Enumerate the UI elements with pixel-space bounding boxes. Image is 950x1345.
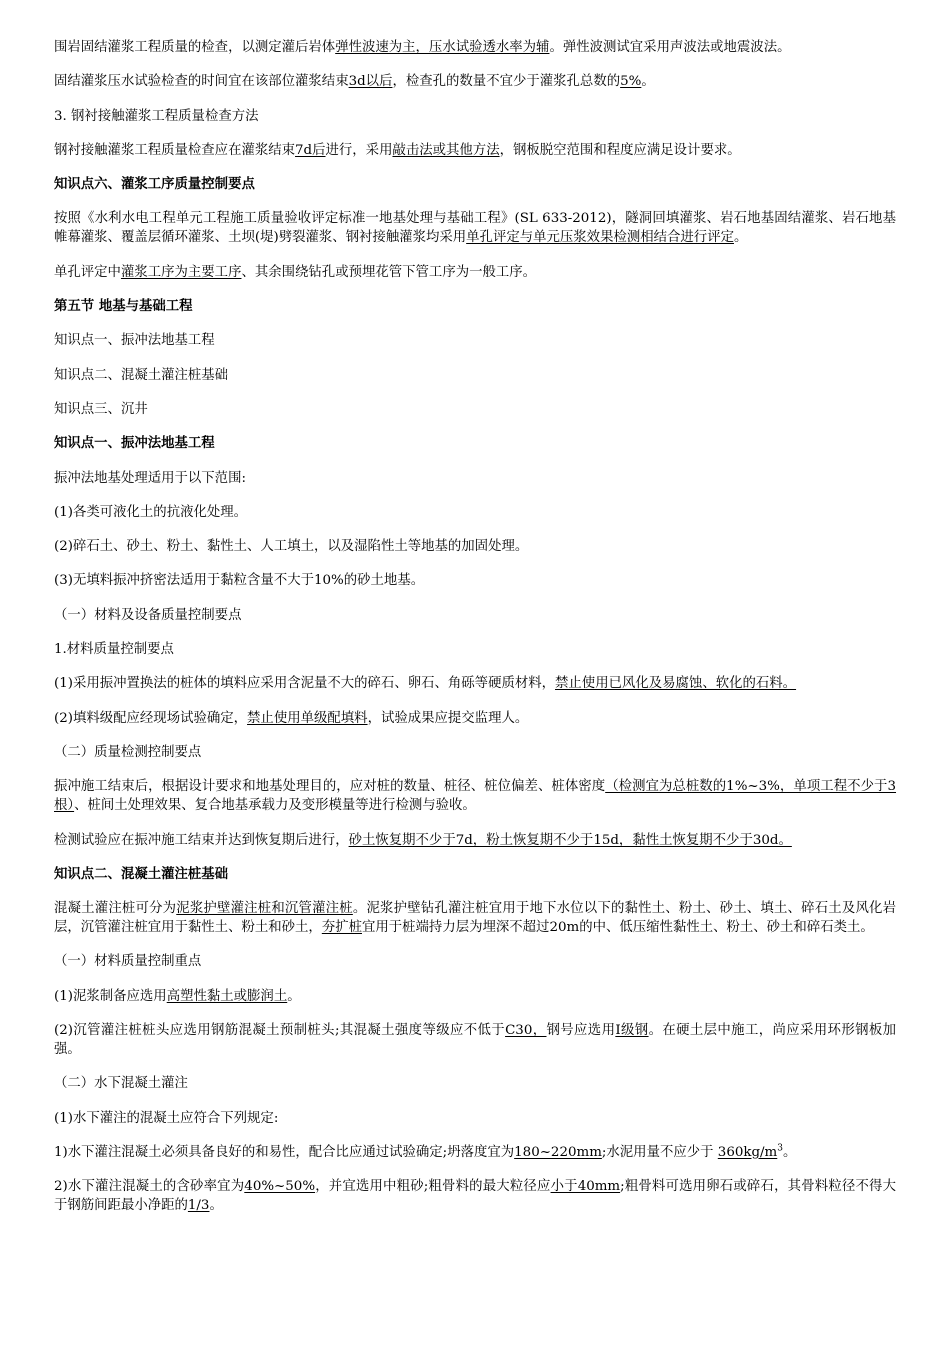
underlined-text: 7d后	[295, 142, 326, 158]
paragraph	[54, 1021, 896, 1059]
paragraph	[54, 107, 896, 126]
paragraph	[54, 141, 896, 160]
paragraph	[54, 209, 896, 247]
underlined-text: 单孔评定与单元压浆效果检测相结合进行评定	[466, 230, 734, 246]
underlined-text: 180~220mm	[514, 1144, 602, 1160]
text-run: 振冲施工结束后，根据设计要求和地基处理目的，应对桩的数量、桩径、桩位偏差、桩体密度	[54, 779, 606, 795]
text-run: 知识点三、沉井	[54, 401, 148, 417]
text-run: 宜用于桩端持力层为埋深不超过20m的中、低压缩性黏性土、粉土、砂土和碎石类土。	[361, 920, 874, 936]
paragraph	[54, 952, 896, 971]
paragraph	[54, 640, 896, 659]
text-run: 。	[209, 1198, 223, 1214]
text-run: （一）材料质量控制重点	[54, 954, 202, 970]
text-run: 、其余围绕钻孔或预埋花管下管工序为一般工序。	[241, 264, 537, 280]
underlined-text: 禁止使用已风化及易腐蚀、软化的石料。	[555, 676, 797, 692]
underlined-text: C30，	[505, 1023, 547, 1039]
paragraph	[54, 606, 896, 625]
text-run: 1.材料质量控制要点	[54, 642, 174, 658]
underlined-text: I级钢	[615, 1023, 649, 1039]
text-run: 知识点二、混凝土灌注桩基础	[54, 367, 229, 383]
paragraph	[54, 743, 896, 762]
paragraph	[54, 331, 896, 350]
paragraph	[54, 987, 896, 1006]
paragraph	[54, 38, 896, 57]
text-run: (1)水下灌注的混凝土应符合下列规定:	[54, 1110, 279, 1126]
paragraph	[54, 537, 896, 556]
paragraph	[54, 263, 896, 282]
underlined-text: 砂土恢复期不少于7d，粉土恢复期不少于15d，黏性土恢复期不少于30d。	[348, 832, 792, 848]
text-run: (3)无填料振冲挤密法适用于黏粒含量不大于10%的砂土地基。	[54, 573, 425, 589]
paragraph	[54, 571, 896, 590]
paragraph	[54, 1109, 896, 1128]
paragraph	[54, 674, 896, 693]
text-run: 振冲法地基处理适用于以下范围:	[54, 470, 246, 486]
text-run: 。弹性波测试宜采用声波法或地震波法。	[549, 40, 791, 55]
text-run: （二）质量检测控制要点	[54, 744, 202, 760]
underlined-text: 5%	[620, 74, 642, 90]
text-run: ，试验成果应提交监理人。	[367, 710, 529, 726]
underlined-text: 小于40mm	[550, 1179, 621, 1195]
paragraph	[54, 503, 896, 522]
text-run: 按照《水利水电工程单元工程施工质量验收评定标准一地基处理与基础工程》(SL 633-2012)，隧洞回填灌浆、岩石地基固结灌浆、岩石地基帷幕灌浆、覆盖层循环灌浆、土坝(堤)劈裂灌浆、钢衬接触灌浆均采用	[54, 211, 896, 246]
text-run: 。泥浆护壁钻孔灌注桩宜用于地下水位以下的黏性土、粉土、砂土、填土、碎石土及风化岩层，沉管灌注桩宜用于黏性土、粉土和砂土，	[54, 901, 897, 936]
text-run: 知识点二、混凝土灌注桩基础	[54, 865, 229, 882]
underlined-text: 灌浆工序为主要工序	[120, 264, 242, 280]
text-run: 知识点一、振冲法地基工程	[54, 333, 215, 349]
text-run: 知识点一、振冲法地基工程	[54, 435, 215, 452]
text-run: 2)水下灌注混凝土的含砂率宜为	[54, 1179, 245, 1195]
paragraph	[54, 831, 896, 850]
text-run: ;水泥用量不应少于	[601, 1144, 718, 1160]
text-run: (2)沉管灌注桩桩头应选用钢筋混凝土预制桩头;其混凝土强度等级应不低于	[54, 1023, 506, 1039]
text-run: 进行，采用	[325, 142, 393, 158]
paragraph	[54, 777, 896, 815]
superscript: 3	[777, 1143, 783, 1154]
section-heading	[54, 434, 896, 453]
underlined-text: 夯扩桩	[321, 920, 362, 936]
text-run: 单孔评定中	[54, 264, 121, 280]
text-run: 知识点六、灌浆工序质量控制要点	[54, 176, 255, 193]
underlined-text: 弹性波速为主，压水试验透水率为辅	[335, 40, 550, 55]
underlined-text: 40%~50%	[244, 1179, 316, 1195]
text-run: 。	[783, 1144, 797, 1160]
underlined-text: 高塑性黏土或膨润土	[166, 988, 288, 1004]
text-run: ，钢板脱空范围和程度应满足设计要求。	[499, 142, 741, 158]
text-run: 固结灌浆压水试验检查的时间宜在该部位灌浆结束	[54, 74, 349, 90]
paragraph	[54, 1143, 896, 1162]
underlined-text: 敲击法或其他方法	[392, 142, 500, 158]
text-run: 第五节 地基与基础工程	[54, 298, 193, 315]
underlined-text: 泥浆护壁灌注桩和沉管灌注桩	[176, 901, 353, 917]
text-run: 钢衬接触灌浆工程质量检查应在灌浆结束	[54, 142, 296, 158]
text-run: (1)采用振冲置换法的桩体的填料应采用含泥量不大的碎石、卵石、角砾等硬质材料，	[54, 676, 556, 692]
text-run: ;粗骨料可选用卵石或碎石，其骨料粒径不得大于钢筋间距最小净距的	[54, 1179, 896, 1214]
section-heading	[54, 175, 896, 194]
text-run: 。	[641, 74, 655, 90]
text-run: 围岩固结灌浆工程质量的检查，以测定灌后岩体	[54, 40, 336, 55]
paragraph	[54, 899, 896, 937]
section-heading	[54, 297, 896, 316]
underlined-text: 禁止使用单级配填料	[247, 710, 368, 726]
text-run: （二）水下混凝土灌注	[54, 1076, 188, 1092]
paragraph	[54, 1177, 896, 1215]
text-run: (1)各类可液化土的抗液化处理。	[54, 504, 248, 520]
text-run: 3. 钢衬接触灌浆工程质量检查方法	[54, 108, 259, 124]
underlined-text: 3d以后	[348, 74, 393, 90]
paragraph	[54, 1074, 896, 1093]
text-run: ，并宜选用中粗砂;粗骨料的最大粒径应	[315, 1179, 551, 1195]
underlined-text: 360kg/m	[717, 1144, 778, 1160]
paragraph	[54, 709, 896, 728]
text-run: （一）材料及设备质量控制要点	[54, 607, 242, 623]
text-run: 钢号应选用	[546, 1023, 616, 1039]
text-run: 、桩间土处理效果、复合地基承载力及变形模量等进行检测与验收。	[74, 798, 476, 814]
text-run: 。	[733, 230, 748, 246]
text-run: ，检查孔的数量不宜少于灌浆孔总数的	[392, 74, 621, 90]
text-run: 检测试验应在振冲施工结束并达到恢复期后进行，	[54, 832, 349, 848]
text-run: (2)碎石土、砂土、粉土、黏性土、人工填土，以及湿陷性土等地基的加固处理。	[54, 539, 529, 555]
text-run: 。	[287, 988, 301, 1004]
paragraph	[54, 400, 896, 419]
section-heading	[54, 865, 896, 884]
underlined-text: （检测宜为总桩数的1%~3%，单项工程不少于3根）	[54, 779, 897, 814]
text-run: (1)泥浆制备应选用	[54, 988, 167, 1004]
underlined-text: 1/3	[187, 1198, 210, 1214]
paragraph	[54, 366, 896, 385]
paragraph	[54, 469, 896, 488]
text-run: (2)填料级配应经现场试验确定，	[54, 710, 248, 726]
text-run: 。在硬土层中施工，尚应采用环形钢板加强。	[54, 1023, 897, 1058]
paragraph	[54, 72, 896, 91]
text-run: 1)水下灌注混凝土必须具备良好的和易性，配合比应通过试验确定;坍落度宜为	[54, 1144, 515, 1160]
text-run: 混凝土灌注桩可分为	[54, 901, 177, 917]
